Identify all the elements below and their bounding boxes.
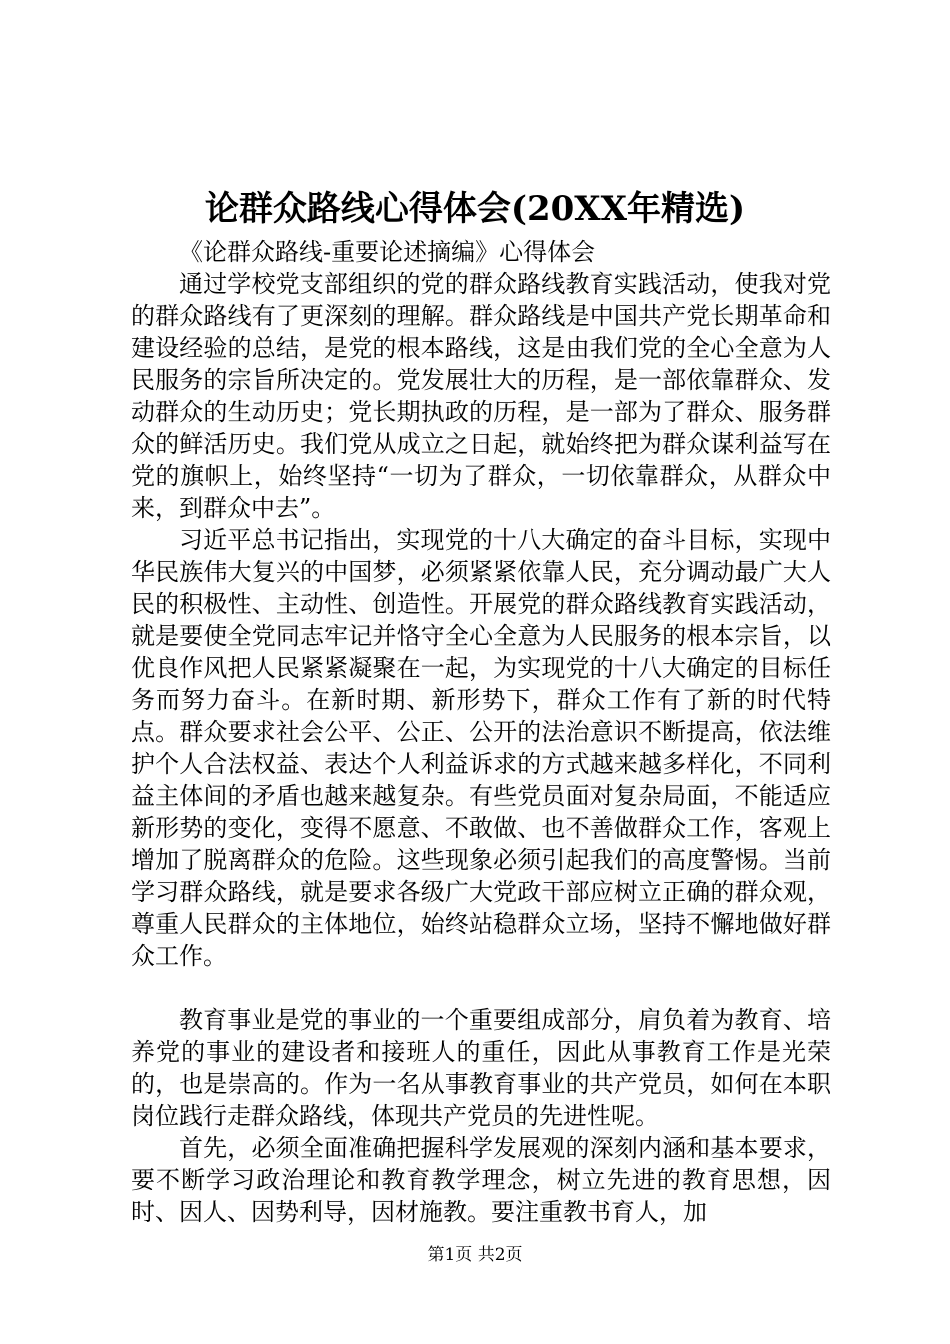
paragraph-spacer (131, 972, 831, 1004)
document-title: 论群众路线心得体会(20XX年精选) (204, 189, 746, 229)
page-number: 第1页 共2页 (427, 1245, 523, 1265)
paragraph-3: 教育事业是党的事业的一个重要组成部分，肩负着为教育、培养党的事业的建设者和接班人的重任，因此从事教育工作是光荣的，也是崇高的。作为一名从事教育事业的共产党员，如何在本职岗位践行走群众路线，体现共产党员的先进性呢。 (131, 1006, 831, 1130)
document-subtitle: 《论群众路线-重要论述摘编》心得体会 (179, 238, 596, 266)
document-body (131, 236, 831, 1228)
paragraph-4: 首先，必须全面准确把握科学发展观的深刻内涵和基本要求，要不断学习政治理论和教育教学理念，树立先进的教育思想，因时、因人、因势利导，因材施教。要注重教书育人，加 (131, 1134, 831, 1226)
paragraph-2: 习近平总书记指出，实现党的十八大确定的奋斗目标，实现中华民族伟大复兴的中国梦，必须紧紧依靠人民，充分调动最广大人民的积极性、主动性、创造性。开展党的群众路线教育实践活动，就是要使全党同志牢记并恪守全心全意为人民服务的根本宗旨，以优良作风把人民紧紧凝聚在一起，为实现党的十八大确定的目标任务而努力奋斗。在新时期、新形势下，群众工作有了新的时代特点。群众要求社会公平、公正、公开的法治意识不断提高，依法维护个人合法权益、表达个人利益诉求的方式越来越多样化，不同利益主体间的矛盾也越来越复杂。有些党员面对复杂局面，不能适应新形势的变化，变得不愿意、不敢做、也不善做群众工作，客观上增加了脱离群众的危险。这些现象必须引起我们的高度警惕。当前学习群众路线，就是要求各级广大党政干部应树立正确的群众观，尊重人民群众的主体地位，始终站稳群众立场，坚持不懈地做好群众工作。 (131, 526, 831, 970)
paragraph-1: 通过学校党支部组织的党的群众路线教育实践活动，使我对党的群众路线有了更深刻的理解。群众路线是中国共产党长期革命和建设经验的总结，是党的根本路线，这是由我们党的全心全意为人民服务的宗旨所决定的。党发展壮大的历程，是一部依靠群众、发动群众的生动历史；党长期执政的历程，是一部为了群众、服务群众的鲜活历史。我们党从成立之日起，就始终把为群众谋利益写在党的旗帜上，始终坚持“一切为了群众，一切依靠群众，从群众中来，到群众中去”。 (131, 270, 831, 522)
